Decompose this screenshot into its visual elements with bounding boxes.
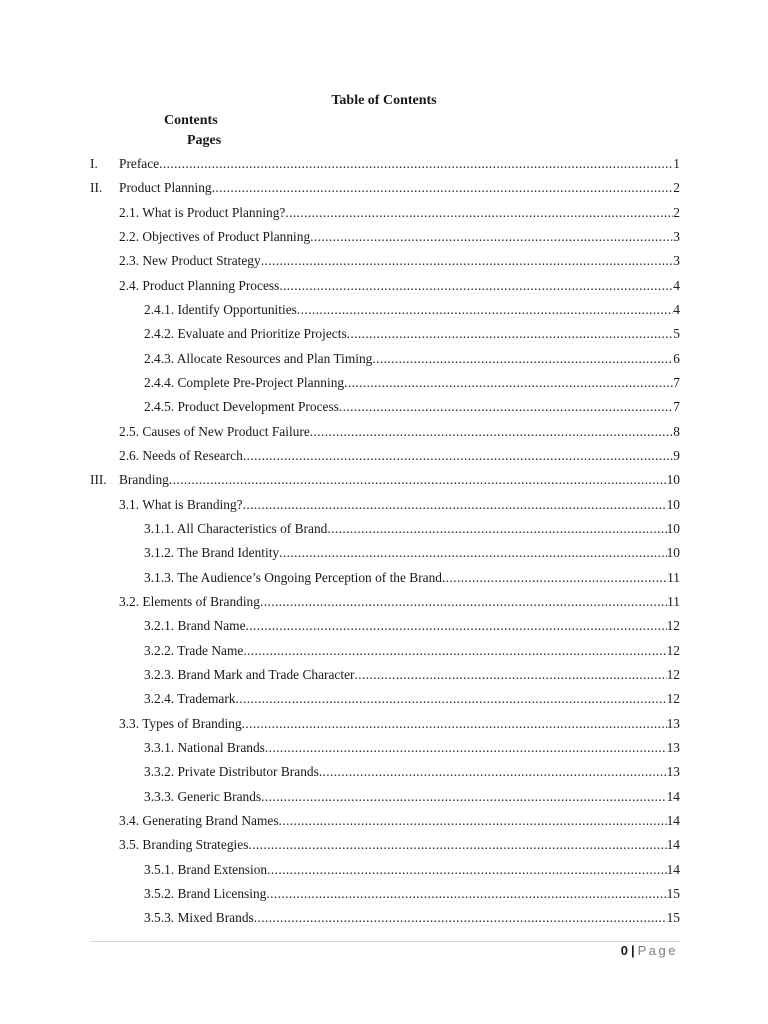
toc-entry-page: 14 [666,788,680,804]
page-word: Page [637,943,678,958]
dot-leader [248,833,666,857]
toc-entry-page: 6 [673,350,680,366]
toc-entry-page: 15 [666,885,680,901]
toc-entry-page: 4 [673,301,680,317]
toc-entry-text: 3.2.1. Brand Name [144,618,246,634]
footer-page-number [621,943,678,958]
dot-leader [243,639,666,663]
contents-heading: Contents [164,113,218,128]
toc-entry[interactable] [90,347,680,371]
dot-leader [279,541,666,565]
toc-entry[interactable] [90,760,680,784]
toc-entry[interactable] [90,322,680,346]
toc-entry-text: 3.1.1. All Characteristics of Brand [144,520,328,536]
toc-entry-row [119,493,680,517]
toc-entry-row [144,906,680,930]
dot-leader [344,371,673,395]
page-number: 0 [620,943,628,958]
toc-entry-text: 2.4.2. Evaluate and Prioritize Projects [144,326,347,342]
toc-entry-text: 3.3. Types of Branding [119,715,242,731]
toc-entry[interactable] [90,225,680,249]
toc-entry-row [144,347,680,371]
dot-leader [267,858,667,882]
toc-entry-page: 2 [673,180,680,196]
toc-entry-page: 9 [673,447,680,463]
toc-entry-row [119,712,680,736]
toc-entry-numeral: II. [90,180,103,196]
toc-entry[interactable] [90,590,680,614]
toc-entry[interactable] [90,882,680,906]
toc-entry-row [144,663,680,687]
toc-entry-page: 10 [666,545,680,561]
toc-entry-text: 3.3.1. National Brands [144,739,265,755]
toc-entry-text: 2.5. Causes of New Product Failure [119,423,310,439]
dot-leader [265,736,667,760]
toc-entry-page: 2 [673,204,680,220]
toc-entry-numeral: I. [90,156,98,171]
toc-entry-page: 13 [666,764,680,780]
toc-entry-page: 11 [667,569,680,585]
toc-entry-text: 3.5.3. Mixed Brands [144,910,254,926]
toc-list [90,152,680,931]
toc-entry-text: 3.1.3. The Audience’s Ongoing Perception of the Brand [144,569,443,585]
toc-entry-page: 14 [666,837,680,853]
toc-entry-text: 3.1. What is Branding? [119,496,243,512]
dot-leader [279,809,667,833]
toc-entry-text: Branding [119,472,169,488]
toc-entry-row [144,785,680,809]
toc-entry[interactable] [90,468,680,492]
toc-entry-page: 3 [673,253,680,269]
dot-leader [310,420,674,444]
toc-entry-row [119,833,680,857]
toc-entry-row [144,298,680,322]
toc-entry-page: 14 [666,861,680,877]
toc-entry-page: 7 [673,399,680,415]
toc-entry-text: 3.4. Generating Brand Names [119,812,279,828]
toc-entry[interactable] [90,298,680,322]
dot-leader [159,152,673,176]
toc-entry-text: 2.4.1. Identify Opportunities [144,301,297,317]
toc-entry-row [144,541,680,565]
toc-entry-text: 3.1.2. The Brand Identity [144,545,280,561]
toc-entry-row [144,760,680,784]
toc-entry[interactable] [90,687,680,711]
toc-entry-page: 11 [667,593,680,609]
toc-entry[interactable] [90,858,680,882]
toc-entry[interactable] [90,274,680,298]
toc-entry[interactable] [90,736,680,760]
toc-entry-text: Product Planning [119,180,212,196]
toc-entry-row [119,468,680,492]
dot-leader [339,395,673,419]
dot-leader [319,760,667,784]
toc-entry-row [119,176,680,200]
toc-entry[interactable] [90,785,680,809]
toc-entry-page: 3 [673,228,680,244]
toc-entry-page: 12 [666,691,680,707]
dot-leader [354,663,666,687]
toc-entry[interactable] [90,176,680,200]
toc-entry-row [119,249,680,273]
toc-entry[interactable] [90,712,680,736]
toc-entry-text: 2.3. New Product Strategy [119,253,261,269]
toc-entry[interactable] [90,444,680,468]
toc-entry-row [144,687,680,711]
toc-entry-row [119,152,680,176]
dot-leader [261,785,666,809]
toc-entry[interactable] [90,906,680,930]
toc-entry-row [119,809,680,833]
dot-leader [242,712,667,736]
toc-entry-page: 5 [673,326,680,342]
toc-entry-row [144,517,680,541]
toc-entry[interactable] [90,566,680,590]
toc-entry-text: 3.2.4. Trademark [144,691,236,707]
toc-entry-text: 2.4. Product Planning Process [119,277,280,293]
dot-leader [243,493,667,517]
toc-entry-text: 2.4.4. Complete Pre-Project Planning [144,374,345,390]
dot-leader [212,176,674,200]
toc-entry-row [144,395,680,419]
dot-leader [372,347,673,371]
dot-leader [442,566,667,590]
toc-entry-text: 3.5.2. Brand Licensing [144,885,267,901]
toc-entry-row [119,201,680,225]
toc-entry-row [119,444,680,468]
dot-leader [327,517,666,541]
dot-leader [310,225,673,249]
toc-entry-text: 3.2.3. Brand Mark and Trade Character [144,666,355,682]
toc-entry-page: 10 [666,496,680,512]
toc-entry-page: 10 [666,520,680,536]
dot-leader [347,322,674,346]
toc-entry-page: 7 [673,374,680,390]
dot-leader [254,906,667,930]
dot-leader [236,687,667,711]
toc-entry[interactable] [90,541,680,565]
toc-entry-row [144,882,680,906]
toc-entry[interactable] [90,663,680,687]
toc-entry-page: 8 [673,423,680,439]
page-separator: | [630,943,635,958]
dot-leader [297,298,673,322]
toc-entry-page: 14 [666,812,680,828]
toc-entry-text: 2.2. Objectives of Product Planning [119,228,311,244]
toc-entry[interactable] [90,639,680,663]
toc-entry-text: Preface [119,156,160,171]
toc-entry-page: 13 [666,715,680,731]
dot-leader [246,614,667,638]
toc-entry-page: 12 [666,618,680,634]
toc-entry-text: 3.3.2. Private Distributor Brands [144,764,319,780]
toc-entry[interactable] [90,614,680,638]
toc-entry[interactable] [90,201,680,225]
toc-entry[interactable] [90,517,680,541]
toc-entry-text: 3.2. Elements of Branding [119,593,260,609]
toc-entry-text: 3.5. Branding Strategies [119,837,249,853]
toc-entry-row [144,736,680,760]
toc-entry[interactable] [90,395,680,419]
toc-entry-text: 2.6. Needs of Research [119,447,243,463]
dot-leader [261,249,674,273]
toc-entry-row [119,420,680,444]
toc-entry[interactable] [90,371,680,395]
toc-entry-text: 3.5.1. Brand Extension [144,861,268,877]
toc-entry[interactable] [90,809,680,833]
toc-entry-text: 3.3.3. Generic Brands [144,788,262,804]
toc-entry-page: 12 [666,666,680,682]
toc-entry-row [144,322,680,346]
toc-entry-page: 4 [673,277,680,293]
toc-entry[interactable] [90,493,680,517]
toc-entry-page: 15 [666,910,680,926]
dot-leader [266,882,666,906]
toc-entry[interactable] [90,249,680,273]
toc-entry-page: 13 [666,739,680,755]
toc-entry-row [144,371,680,395]
dot-leader [243,444,673,468]
dot-leader [260,590,667,614]
toc-entry-row [119,225,680,249]
toc-entry-page: 10 [666,472,680,488]
toc-entry-numeral: III. [90,472,107,488]
toc-entry-row [144,858,680,882]
toc-entry-row [119,590,680,614]
toc-entry-page: 1 [673,156,680,171]
page-title: Table of Contents [331,93,437,108]
toc-entry[interactable] [90,152,680,176]
toc-entry[interactable] [90,420,680,444]
dot-leader [285,201,673,225]
toc-entry-row [119,274,680,298]
footer-divider [90,941,680,942]
toc-entry-page: 12 [666,642,680,658]
dot-leader [169,468,667,492]
toc-entry-row [144,566,680,590]
toc-entry[interactable] [90,833,680,857]
pages-heading: Pages [187,133,222,148]
toc-entry-text: 2.4.5. Product Development Process [144,399,339,415]
toc-entry-row [144,639,680,663]
toc-entry-text: 2.1. What is Product Planning? [119,204,286,220]
toc-entry-row [144,614,680,638]
dot-leader [279,274,673,298]
toc-entry-text: 3.2.2. Trade Name [144,642,244,658]
toc-entry-text: 2.4.3. Allocate Resources and Plan Timing [144,350,373,366]
